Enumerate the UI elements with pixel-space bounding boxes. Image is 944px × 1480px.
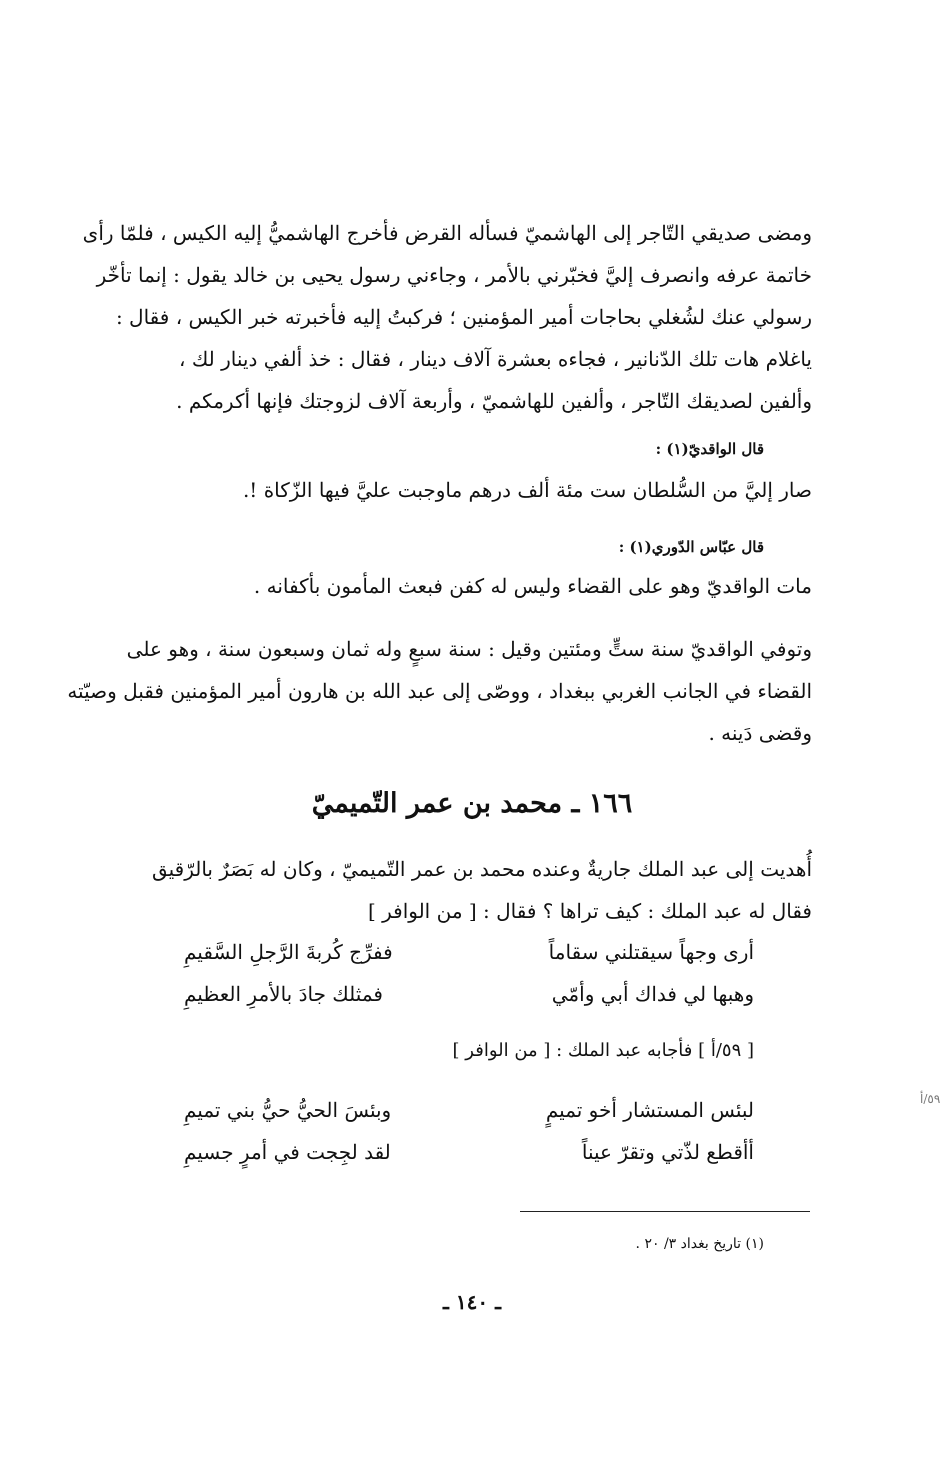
verse-row bbox=[184, 1098, 754, 1138]
verse-row bbox=[184, 940, 754, 980]
paragraph-story-continuation bbox=[82, 212, 812, 422]
footnote: (١) تاريخ بغداد ٣/ ٢٠ . bbox=[635, 1236, 764, 1252]
verse-row bbox=[184, 982, 754, 1022]
paragraph-line: وقضى دَينه . bbox=[708, 721, 812, 745]
verse-first-hemistich: أرى وجهاً سيقتلني سقاماً bbox=[548, 940, 754, 964]
paragraph-line: ياغلام هات تلك الدّنانير ، فجاءه بعشرة آلاف دينار ، فقال : خذ ألفي دينار لك ، bbox=[179, 347, 812, 371]
quote-label-abbas: قال عبّاس الدّوري(١) : bbox=[618, 538, 764, 556]
verse-row bbox=[184, 1140, 754, 1180]
paragraph-line: فقال له عبد الملك : كيف تراها ؟ فقال : [ من الوافر ] bbox=[367, 899, 812, 923]
paragraph-line: وتوفي الواقديّ سنة ستٍّ ومئتين وقيل : سنة سبعٍ وله ثمان وسبعون سنة ، وهو على bbox=[126, 637, 812, 661]
paragraph-line: وألفين لصديقك التّاجر ، وألفين للهاشميّ ، وأربعة آلاف لزوجتك فإنها أكرمكم . bbox=[176, 389, 812, 413]
margin-folio-note: ٥٩/أ bbox=[920, 1092, 941, 1106]
footnote-separator bbox=[520, 1211, 810, 1212]
quote-label-waqidi: قال الواقديّ(١) : bbox=[655, 440, 764, 458]
paragraph-line: ومضى صديقي التّاجر إلى الهاشميّ فسأله القرض فأخرج الهاشميُّ إليه الكيس ، فلمّا رأى bbox=[82, 221, 812, 245]
verse-first-hemistich: وهبها لي فداك أبي وأمّي bbox=[551, 982, 754, 1006]
paragraph-section-intro bbox=[132, 848, 812, 932]
paragraph-line: خاتمة عرفه وانصرف إليَّ فخبّرني بالأمر ، وجاءني رسول يحيى بن خالد يقول : إنما تأخّر bbox=[96, 263, 812, 287]
paragraph-line: رسولي عنك لشُغلي بحاجات أمير المؤمنين ؛ فركبتُ إليه فأخبرته خبر الكيس ، فقال : bbox=[115, 305, 812, 329]
verse-second-hemistich: ففرِّج كُربةَ الرَّجلِ السَّقيمِ bbox=[184, 940, 393, 964]
quote-text-abbas: مات الواقديّ وهو على القضاء وليس له كفن فبعث المأمون بأكفانه . bbox=[253, 574, 812, 598]
paragraph-death-note bbox=[67, 628, 812, 754]
paragraph-line: أُهديت إلى عبد الملك جاريةٌ وعنده محمد بن عمر التّميميّ ، وكان له بَصَرٌ بالرّقيق bbox=[151, 857, 812, 881]
verse-second-hemistich: فمثلك جادَ بالأمرِ العظيمِ bbox=[184, 982, 383, 1006]
verse-first-hemistich: أأقطع لذّتي وتقرّ عيناً bbox=[581, 1140, 754, 1164]
verse-second-hemistich: وبئسَ الحيُّ حيُّ بني تميمِ bbox=[184, 1098, 392, 1122]
page-number: ـ ١٤٠ ـ bbox=[443, 1290, 501, 1314]
reply-meter-line: [ ٥٩/أ ] فأجابه عبد الملك : [ من الوافر ] bbox=[452, 1040, 754, 1061]
verse-second-hemistich: لقد لجِجت في أمرٍ جسيمِ bbox=[184, 1140, 391, 1164]
verse-first-hemistich: لبئس المستشار أخو تميمٍ bbox=[545, 1098, 754, 1122]
paragraph-line: القضاء في الجانب الغربي ببغداد ، ووصّى إلى عبد الله بن هارون أمير المؤمنين فقبل وصيّته bbox=[67, 679, 812, 703]
section-heading: ١٦٦ ـ محمد بن عمر التّميميّ bbox=[311, 788, 633, 819]
quote-text-waqidi: صار إليَّ من السُّلطان ست مئة ألف درهم ماوجبت عليَّ فيها الزّكاة !. bbox=[242, 478, 812, 502]
